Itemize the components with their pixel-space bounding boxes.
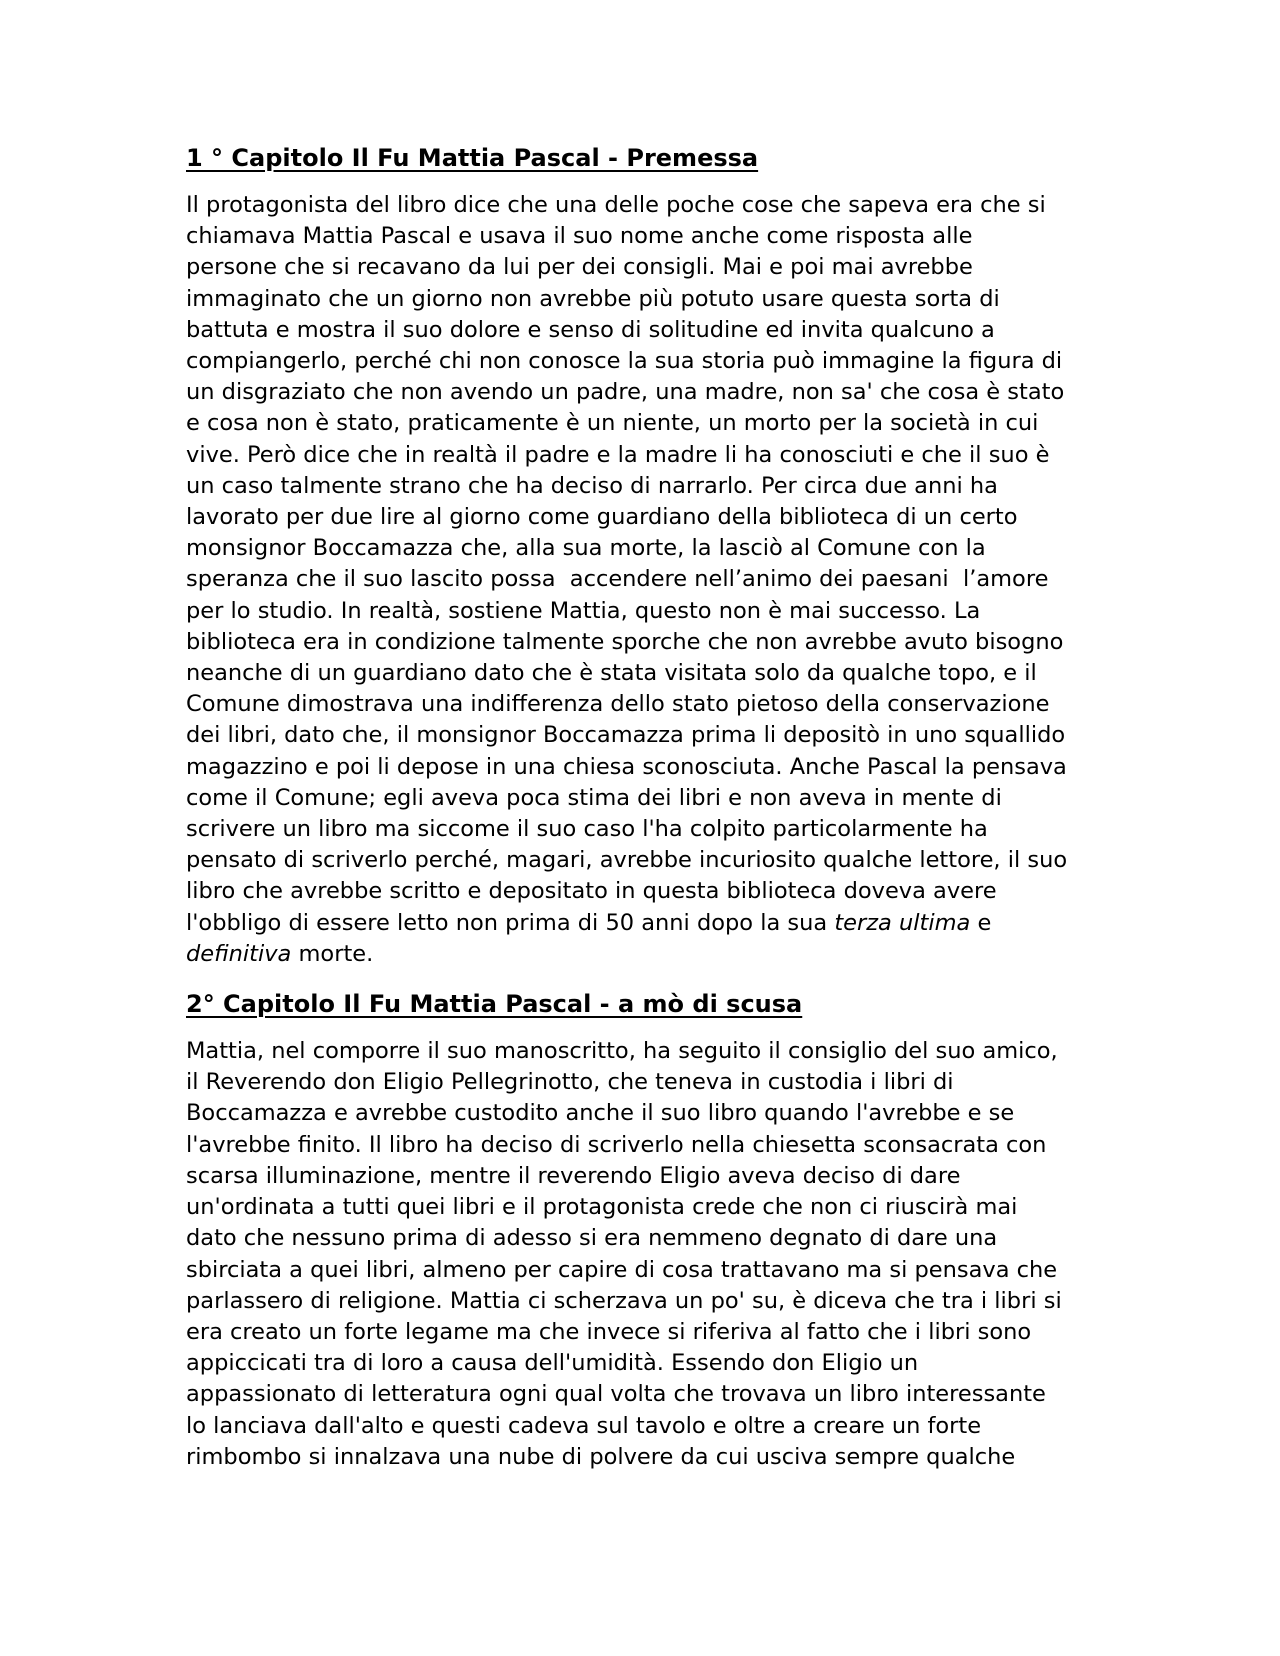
paragraph-line: vive. Però dice che in realtà il padre e la madre li ha conosciuti e che il suo è [186, 441, 1050, 468]
paragraph-line: scrivere un libro ma siccome il suo caso l'ha colpito particolarmente ha [186, 816, 988, 843]
paragraph-line: era creato un forte legame ma che invece si riferiva al fatto che i libri sono [186, 1318, 1032, 1345]
line-text-start: l'obbligo di essere letto non prima di 50 anni dopo la sua [186, 909, 835, 936]
paragraph-line: magazzino e poi li depose in una chiesa sconosciuta. Anche Pascal la pensava [186, 753, 1067, 780]
section-spacer [186, 970, 1096, 984]
line-text-end: e [970, 909, 992, 936]
paragraph-line: appassionato di letteratura ogni qual volta che trovava un libro interessante [186, 1381, 1046, 1408]
paragraph-line: sbirciata a quei libri, almeno per capire di cosa trattavano ma si pensava che [186, 1256, 1058, 1283]
italic-text-terza-ultima: terza ultima [834, 909, 971, 936]
paragraph-line: parlassero di religione. Mattia ci scherzava un po' su, è diceva che tra i libri si [186, 1287, 1062, 1314]
paragraph-line: neanche di un guardiano dato che è stata visitata solo da qualche topo, e il [186, 660, 1037, 687]
section-2-paragraph [186, 1036, 1096, 1473]
section-1-paragraph [186, 190, 1096, 970]
paragraph-line: speranza che il suo lascito possa accendere nell’animo dei paesani l’amore [186, 566, 1049, 593]
paragraph-line: scarsa illuminazione, mentre il reverendo Eligio aveva deciso di dare [186, 1162, 961, 1189]
paragraph-line: Comune dimostrava una indifferenza dello stato pietoso della conservazione [186, 691, 1050, 718]
section-2-heading: 2° Capitolo Il Fu Mattia Pascal - a mò di scusa [186, 990, 803, 1019]
paragraph-line: il Reverendo don Eligio Pellegrinotto, che teneva in custodia i libri di [186, 1069, 954, 1096]
paragraph-line: chiamava Mattia Pascal e usava il suo nome anche come risposta alle [186, 223, 973, 250]
paragraph-line: come il Comune; egli aveva poca stima dei libri e non aveva in mente di [186, 784, 1002, 811]
paragraph-line: Mattia, nel comporre il suo manoscritto, ha seguito il consiglio del suo amico, [186, 1038, 1058, 1065]
paragraph-line: Il protagonista del libro dice che una delle poche cose che sapeva era che si [186, 192, 1046, 218]
paragraph-line: appiccicati tra di loro a causa dell'umidità. Essendo don Eligio un [186, 1350, 919, 1377]
paragraph-line: pensato di scriverlo perché, magari, avrebbe incuriosito qualche lettore, il suo [186, 847, 1068, 874]
paragraph-line: libro che avrebbe scritto e depositato in questa biblioteca doveva avere [186, 878, 997, 905]
italic-text-definitiva: definitiva [186, 940, 292, 967]
paragraph-line: e cosa non è stato, praticamente è un niente, un morto per la società in cui [186, 410, 1039, 437]
paragraph-line: rimbombo si innalzava una nube di polvere da cui usciva sempre qualche [186, 1443, 1016, 1470]
paragraph-line: immaginato che un giorno non avrebbe più potuto usare questa sorta di [186, 285, 1000, 312]
paragraph-line: l'avrebbe finito. Il libro ha deciso di scriverlo nella chiesetta sconsacrata con [186, 1131, 1047, 1158]
paragraph-line-final [186, 939, 1096, 970]
paragraph-line: un'ordinata a tutti quei libri e il protagonista crede che non ci riuscirà mai [186, 1194, 1018, 1221]
paragraph-line-with-italics [186, 908, 1096, 939]
paragraph-line: compiangerlo, perché chi non conosce la sua storia può immagine la figura di [186, 348, 1063, 375]
paragraph-line: monsignor Boccamazza che, alla sua morte, la lasciò al Comune con la [186, 535, 986, 562]
paragraph-line: lo lanciava dall'alto e questi cadeva sul tavolo e oltre a creare un forte [186, 1412, 982, 1439]
paragraph-line: per lo studio. In realtà, sostiene Mattia, questo non è mai successo. La [186, 597, 981, 624]
paragraph-line: un disgraziato che non avendo un padre, una madre, non sa' che cosa è stato [186, 379, 1065, 406]
paragraph-line: dato che nessuno prima di adesso si era nemmeno degnato di dare una [186, 1225, 998, 1252]
paragraph-line: lavorato per due lire al giorno come guardiano della biblioteca di un certo [186, 504, 1018, 531]
paragraph-line: Boccamazza e avrebbe custodito anche il suo libro quando l'avrebbe e se [186, 1100, 1015, 1127]
document-page [186, 138, 1096, 1473]
final-word: morte. [291, 940, 374, 967]
paragraph-line: battuta e mostra il suo dolore e senso di solitudine ed invita qualcuno a [186, 316, 995, 343]
paragraph-line: dei libri, dato che, il monsignor Boccamazza prima li depositò in uno squallido [186, 722, 1066, 749]
paragraph-line: biblioteca era in condizione talmente sporche che non avrebbe avuto bisogno [186, 628, 1064, 655]
section-1-heading: 1 ° Capitolo Il Fu Mattia Pascal - Premessa [186, 144, 759, 172]
paragraph-line: un caso talmente strano che ha deciso di narrarlo. Per circa due anni ha [186, 472, 998, 499]
paragraph-line: persone che si recavano da lui per dei consigli. Mai e poi mai avrebbe [186, 254, 973, 281]
